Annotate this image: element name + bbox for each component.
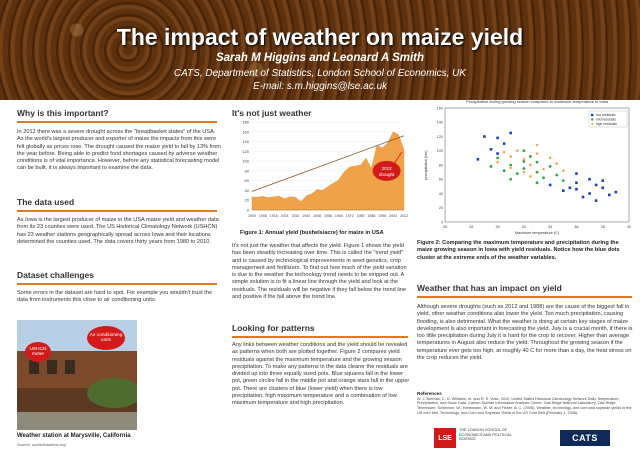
authors: Sarah M Higgins and Leonard A Smith	[215, 52, 425, 64]
cats-logo: CATS	[560, 430, 610, 446]
y-tick-label: 100	[436, 149, 443, 154]
mid-residual-point	[542, 176, 545, 179]
low-residual-point	[608, 194, 611, 197]
y-tick-label: 0	[246, 207, 249, 213]
x-tick-label: 1940	[302, 214, 311, 218]
tree	[87, 378, 137, 408]
low-residual-point	[588, 178, 591, 181]
low-residual-point	[582, 196, 585, 199]
y-axis-label: precipitation (cm)	[424, 150, 428, 180]
email[interactable]: E-mail: s.m.higgins@lse.ac.uk	[252, 81, 388, 92]
not-just-weather-text: It's not just the weather that affects the yield. Figure 1 shows the yield has been steadily increasing over time. This is called the "trend yield" and is caused by technological improvements in seed genetics, crop management and fertilizers. To find out how much of the yield variation is due to the weather the technology trend needs to be stripped out. A simple solution is to fit a linear line through the yield and look at the residuals. The residuals will be negative if they fall below the trend line and positive if the fall above the trend line.	[232, 243, 407, 301]
x-tick-label: 1988	[367, 214, 376, 218]
building-window	[65, 360, 75, 374]
x-tick-label: 1964	[334, 214, 343, 218]
header-banner	[0, 0, 640, 100]
lse-logo: LSE	[434, 428, 456, 448]
references-heading: References	[417, 391, 442, 396]
low-residual-point	[595, 199, 598, 202]
x-tick-label: 1956	[324, 214, 332, 218]
mid-residual-point	[516, 172, 519, 175]
mid-residual-point	[496, 156, 499, 159]
mid-residual-point	[522, 149, 525, 152]
low-residual-point	[496, 137, 499, 140]
y-tick-label: 60	[438, 177, 443, 182]
x-tick-label: 1972	[345, 214, 354, 218]
divider	[17, 121, 217, 123]
low-residual-point	[496, 152, 499, 155]
references-text: W. J. Berman, C. G. Williams, et. and R. S. Vose. 2012. United States Historical Climatology Network Daily Temperature, Precipitation, and Snow Data. Carbon Dioxide Information Analysis Center, Oak Ridge National Laboratory, Oak Ridge, Tennessee. Schlenker, W., Hanemann, W. M. and Fisher, A. C. (2006). Weather, technology, and corn and soybean yields in the US corn belt. Technology, and Corn and Soybean Yields in the US Corn Belt (February 1, 2006).	[417, 396, 632, 415]
mid-residual-point	[562, 179, 565, 182]
poster-title: The impact of weather on maize yield	[116, 24, 524, 50]
x-tick-label: 40	[626, 225, 632, 229]
x-tick-label: 1900	[248, 214, 256, 218]
legend-marker	[591, 114, 593, 116]
low-residual-point	[588, 192, 591, 195]
lse-name: THE LONDON SCHOOL OF ECONOMICS AND POLITICAL SCIENCE	[459, 428, 512, 442]
low-residual-point	[549, 184, 552, 187]
legend-label: low residuals	[596, 113, 616, 118]
x-tick-label: 1924	[280, 214, 289, 218]
low-residual-point	[575, 182, 578, 185]
x-tick-label: 32	[521, 225, 526, 229]
divider	[417, 296, 632, 298]
x-tick-label: 1932	[291, 214, 300, 218]
x-tick-label: 1908	[258, 214, 267, 218]
mid-residual-point	[555, 174, 558, 177]
drought-label-year: 2012	[381, 165, 392, 171]
chart-title: Precipitation during growing season compared to maximum temperature in Iowa	[466, 99, 608, 104]
building-window	[29, 360, 39, 374]
scatter-chart	[417, 96, 637, 236]
x-tick-label: 2004	[389, 214, 398, 218]
yield-chart	[232, 118, 412, 226]
y-tick-label: 40	[244, 187, 249, 193]
divider	[232, 336, 408, 338]
impact-text: Although severe droughts (such as 2012 and 1988) are the cause of the biggest fall in yield, other weather conditions also lower the yield. Too much precipitation, causing flooding, is also detrimental. What the weather is doing at certain key stages of maize development is also important in forecasting the yield. July is a crucial month, if there is too little precipitation during July it is hard for the crop to recover. Higher than average temperatures in August also reduce the yield. Throughout the growing season if the temperature ever gets too high, at roughly 40 C for more than a day, the heat stress on the crop reduces the yield.	[417, 304, 633, 362]
heading-challenges: Dataset challenges	[17, 270, 95, 280]
mid-residual-point	[529, 155, 532, 158]
x-tick-label: 1980	[356, 214, 365, 218]
mid-residual-point	[549, 165, 552, 168]
photo-caption: Weather station at Marysville, California	[17, 433, 131, 439]
low-residual-point	[595, 184, 598, 187]
weather-station-photo	[17, 320, 137, 430]
heading-impact: Weather that has an impact on yield	[417, 283, 562, 293]
challenges-text: Some errors in the dataset are hard to spot. For example you wouldn't trust the data from instruments this close to air conditioning units.	[17, 290, 213, 304]
x-tick-label: 2012	[400, 214, 408, 218]
photo-source: Source: surfacestations.org	[17, 442, 66, 447]
divider	[17, 210, 217, 212]
y-tick-label: 180	[242, 119, 249, 125]
y-tick-label: 60	[244, 178, 249, 184]
low-residual-point	[601, 179, 604, 182]
x-axis-label: Maximum temperature (C)	[514, 231, 560, 235]
x-tick-label: 1996	[378, 214, 387, 218]
x-tick-label: 30	[495, 225, 500, 229]
y-tick-label: 140	[242, 139, 249, 145]
mid-residual-point	[503, 169, 506, 172]
divider	[17, 283, 217, 285]
y-tick-label: 40	[438, 191, 443, 196]
heading-why: Why is this important?	[17, 108, 109, 118]
y-tick-label: 160	[242, 129, 249, 135]
drought-label-word: drought	[378, 171, 395, 177]
heading-data: The data used	[17, 197, 75, 207]
low-residual-point	[601, 187, 604, 190]
low-residual-point	[615, 191, 618, 194]
low-residual-point	[569, 187, 572, 190]
y-tick-label: 120	[242, 148, 249, 154]
y-tick-label: 0	[440, 220, 443, 225]
y-tick-label: 140	[436, 120, 443, 125]
ushcn-meter-label: USHCN meter	[25, 342, 51, 362]
mid-residual-point	[490, 165, 493, 168]
y-tick-label: 20	[244, 197, 249, 203]
mid-residual-point	[522, 167, 525, 170]
x-tick-label: 34	[548, 225, 553, 229]
y-tick-label: 100	[242, 158, 249, 164]
ground	[17, 412, 137, 430]
low-residual-point	[503, 142, 506, 145]
mid-residual-point	[509, 178, 512, 181]
figure2-caption: Figure 2: Comparing the maximum temperature and precipitation during the maize growing season in Iowa with yield residuals. Notice how the blue dots cluster at the extreme ends of the weather variables.	[417, 240, 620, 261]
low-residual-point	[483, 135, 486, 138]
x-tick-label: 26	[442, 225, 448, 229]
y-tick-label: 20	[438, 206, 443, 211]
y-tick-label: 120	[436, 134, 443, 139]
x-tick-label: 36	[574, 225, 579, 229]
affiliation: CATS, Department of Statistics, London School of Economics, UK	[173, 68, 467, 79]
x-tick-label: 1948	[313, 214, 322, 218]
heading-not-just-weather: It's not just weather	[232, 108, 312, 118]
x-tick-label: 1916	[269, 214, 278, 218]
low-residual-point	[562, 189, 565, 192]
x-tick-label: 28	[469, 225, 474, 229]
air-conditioning-label: Air conditioning units	[87, 326, 125, 350]
legend-label: high residuals	[596, 122, 617, 127]
low-residual-point	[575, 188, 578, 191]
y-tick-label: 80	[438, 163, 443, 168]
low-residual-point	[509, 132, 512, 135]
y-tick-label: 160	[436, 106, 443, 111]
legend-label: mid residuals	[596, 117, 616, 122]
heading-patterns: Looking for patterns	[232, 323, 315, 333]
figure1-caption: Figure 1: Annual yield (bushels/acre) for maize in USA	[240, 230, 384, 236]
mid-residual-point	[536, 171, 539, 174]
references	[417, 392, 632, 416]
x-tick-label: 38	[600, 225, 605, 229]
building-window	[47, 360, 57, 374]
mid-residual-point	[536, 161, 539, 164]
data-text: As Iowa is the largest producer of maize in the USA maize yield and weather data from its 23 counties were used. The US Historical Climatology Network (USHCN) has 23 weather stations geographically spread across Iowa and their locations determined the counties used. The data covers thirty years from 1980 to 2010.	[17, 217, 219, 245]
patterns-text: Any links between weather conditions and the yield should be revealed as patterns when both are plotted together. Figure 2 compares yield residuals against the maximum temperature and the growing season precipitation. To make any patterns in the data clearer the residuals are divided up into three equally sized pots. Blue squares fall in the lower pot, green circles fall in the middle pot and orange stars fall in the upper pot. There are clusters of blue (lower yield) when there is low precipitation, high maximum temperature and a combination of low maximum temperature and high precipitation.	[232, 342, 410, 407]
low-residual-point	[490, 148, 493, 151]
low-residual-point	[575, 172, 578, 175]
why-text: In 2012 there was a severe drought across the "breadbasket states" of the USA. As the world's largest producer and exporter of maize the impacts from this were felt globally as prices rose. The drought caused the maize yield to fall by 13% from the year before. Being able to predict food shortages caused by adverse weather conditions is of vital importance. However, before any statistical forecasting model can be built, it is always important to examine the data.	[17, 129, 221, 172]
low-residual-point	[477, 158, 480, 161]
mid-residual-point	[536, 181, 539, 184]
legend-marker	[591, 118, 593, 120]
y-tick-label: 80	[244, 168, 249, 174]
